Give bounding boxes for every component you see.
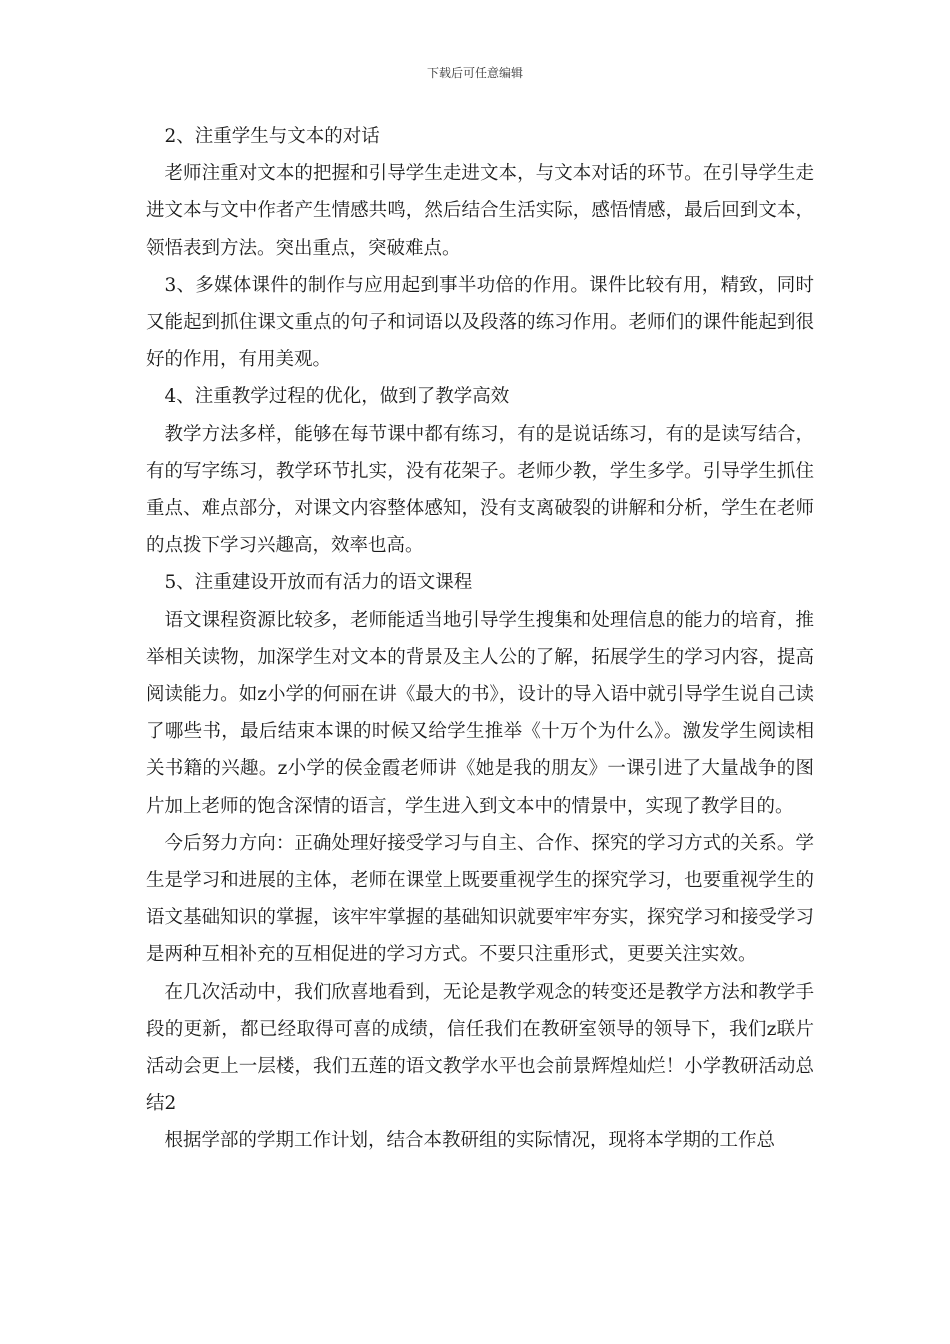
heading-5: 5、注重建设开放而有活力的语文课程 (164, 572, 473, 594)
paragraph: 今后努力方向：正确处理好接受学习与自主、合作、探究的学习方式的关系。学生是学习和进展的主体，老师在课堂上既要重视学生的探究学习，也要重视学生的语文基础知识的掌握，该牢牢掌握的基础知识就要牢牢夯实，探究学习和接受学习是两种互相补充的互相促进的学习方式。不要只注重形式，更要关注实效。 (146, 832, 814, 966)
paragraph: 老师注重对文本的把握和引导学生走进文本，与文本对话的环节。在引导学生走进文本与文中作者产生情感共鸣，然后结合生活实际，感悟情感，最后回到文本，领悟表到方法。突出重点，突破难点。 (146, 163, 814, 259)
paragraph: 语文课程资源比较多，老师能适当地引导学生搜集和处理信息的能力的培育，推举相关读物，加深学生对文本的背景及主人公的了解，拓展学生的学习内容，提高阅读能力。如z小学的何丽在讲《最大的书》，设计的导入语中就引导学生说自己读了哪些书，最后结束本课的时候又给学生推举《十万个为什么》。激发学生阅读相关书籍的兴趣。z小学的侯金霞老师讲《她是我的朋友》一课引进了大量战争的图片加上老师的饱含深情的语言，学生进入到文本中的情景中，实现了教学目的。 (146, 609, 814, 817)
document-body (146, 118, 814, 1160)
paragraph: 教学方法多样，能够在每节课中都有练习，有的是说话练习，有的是读写结合，有的写字练习，教学环节扎实，没有花架子。老师少教，学生多学。引导学生抓住重点、难点部分，对课文内容整体感知，没有支离破裂的讲解和分析，学生在老师的点拨下学习兴趣高，效率也高。 (146, 423, 814, 557)
paragraph: 在几次活动中，我们欣喜地看到，无论是教学观念的转变还是教学方法和教学手段的更新，都已经取得可喜的成绩，信任我们在教研室领导的领导下，我们z联片活动会更上一层楼，我们五莲的语文教学水平也会前景辉煌灿烂！小学教研活动总结2 (146, 981, 814, 1115)
paragraph: 根据学部的学期工作计划，结合本教研组的实际情况，现将本学期的工作总 (164, 1130, 776, 1152)
paragraph: 3、多媒体课件的制作与应用起到事半功倍的作用。课件比较有用，精致，同时又能起到抓住课文重点的句子和词语以及段落的练习作用。老师们的课件能起到很好的作用，有用美观。 (146, 274, 814, 371)
heading-4: 4、注重教学过程的优化，做到了教学高效 (164, 386, 510, 408)
page-header: 下载后可任意编辑 (426, 66, 523, 80)
heading-2: 2、注重学生与文本的对话 (164, 126, 380, 147)
